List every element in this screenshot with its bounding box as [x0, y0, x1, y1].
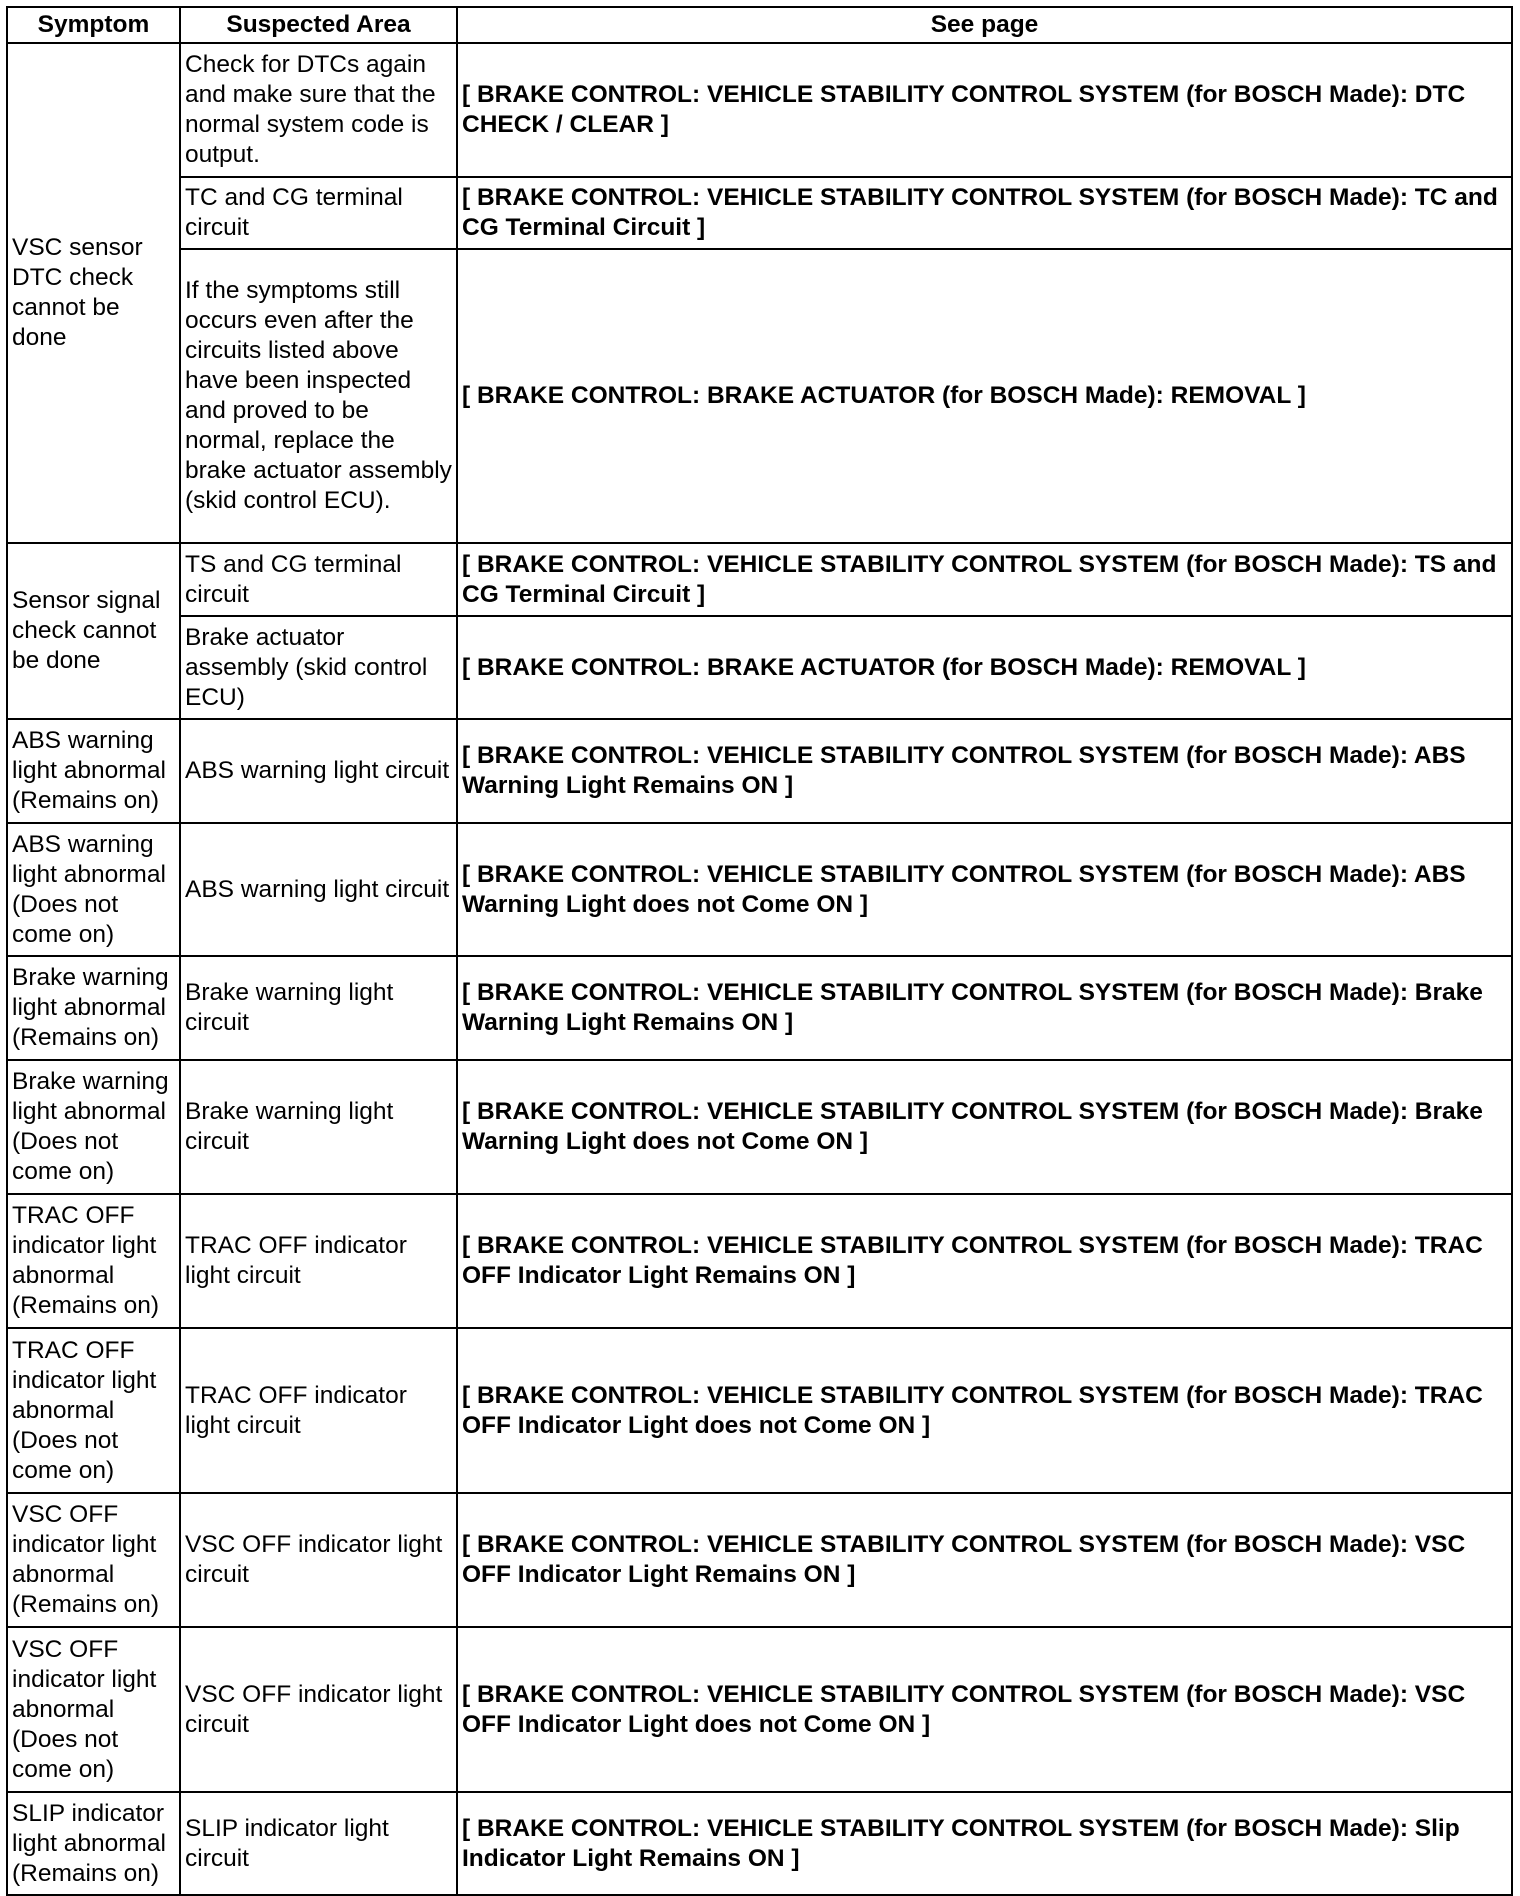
see-page-link[interactable]: [ BRAKE CONTROL: VEHICLE STABILITY CONTROL SYSTEM (for BOSCH Made): Slip Indicator Light Remains ON ] — [457, 1792, 1512, 1895]
symptom-cell: Brake warning light abnormal (Remains on) — [7, 956, 180, 1060]
suspected-area-cell: Brake warning light circuit — [180, 956, 457, 1060]
table-row — [7, 1493, 1512, 1627]
header-row — [7, 7, 1512, 43]
table-row — [7, 1194, 1512, 1328]
table-row — [7, 543, 1512, 616]
symptom-cell: TRAC OFF indicator light abnormal (Remains on) — [7, 1194, 180, 1328]
symptom-cell: TRAC OFF indicator light abnormal (Does not come on) — [7, 1328, 180, 1493]
see-page-link[interactable]: [ BRAKE CONTROL: VEHICLE STABILITY CONTROL SYSTEM (for BOSCH Made): VSC OFF Indicator Light Remains ON ] — [457, 1493, 1512, 1627]
see-page-link[interactable]: [ BRAKE CONTROL: VEHICLE STABILITY CONTROL SYSTEM (for BOSCH Made): VSC OFF Indicator Light does not Come ON ] — [457, 1627, 1512, 1792]
suspected-area-cell: SLIP indicator light circuit — [180, 1792, 457, 1895]
table-row — [7, 616, 1512, 719]
suspected-area-cell: ABS warning light circuit — [180, 823, 457, 956]
table-row — [7, 249, 1512, 543]
see-page-link[interactable]: [ BRAKE CONTROL: BRAKE ACTUATOR (for BOSCH Made): REMOVAL ] — [457, 249, 1512, 543]
table-row — [7, 1792, 1512, 1895]
see-page-link[interactable]: [ BRAKE CONTROL: VEHICLE STABILITY CONTROL SYSTEM (for BOSCH Made): ABS Warning Light does not Come ON ] — [457, 823, 1512, 956]
table-row — [7, 823, 1512, 956]
suspected-area-cell: TS and CG terminal circuit — [180, 543, 457, 616]
symptom-cell: Sensor signal check cannot be done — [7, 543, 180, 719]
header-suspected-area: Suspected Area — [180, 7, 457, 43]
suspected-area-cell: TRAC OFF indicator light circuit — [180, 1194, 457, 1328]
see-page-link[interactable]: [ BRAKE CONTROL: VEHICLE STABILITY CONTROL SYSTEM (for BOSCH Made): TC and CG Terminal Circuit ] — [457, 177, 1512, 249]
table-row — [7, 43, 1512, 177]
suspected-area-cell: Brake warning light circuit — [180, 1060, 457, 1194]
table-row — [7, 1060, 1512, 1194]
suspected-area-cell: VSC OFF indicator light circuit — [180, 1493, 457, 1627]
see-page-link[interactable]: [ BRAKE CONTROL: BRAKE ACTUATOR (for BOSCH Made): REMOVAL ] — [457, 616, 1512, 719]
table-row — [7, 177, 1512, 249]
see-page-link[interactable]: [ BRAKE CONTROL: VEHICLE STABILITY CONTROL SYSTEM (for BOSCH Made): Brake Warning Light does not Come ON ] — [457, 1060, 1512, 1194]
symptom-cell: VSC OFF indicator light abnormal (Does not come on) — [7, 1627, 180, 1792]
table-row — [7, 956, 1512, 1060]
suspected-area-cell: Brake actuator assembly (skid control ECU) — [180, 616, 457, 719]
see-page-link[interactable]: [ BRAKE CONTROL: VEHICLE STABILITY CONTROL SYSTEM (for BOSCH Made): DTC CHECK / CLEAR ] — [457, 43, 1512, 177]
table-row — [7, 719, 1512, 823]
symptom-cell: VSC sensor DTC check cannot be done — [7, 43, 180, 543]
table-row — [7, 1328, 1512, 1493]
see-page-link[interactable]: [ BRAKE CONTROL: VEHICLE STABILITY CONTROL SYSTEM (for BOSCH Made): Brake Warning Light Remains ON ] — [457, 956, 1512, 1060]
see-page-link[interactable]: [ BRAKE CONTROL: VEHICLE STABILITY CONTROL SYSTEM (for BOSCH Made): TS and CG Terminal Circuit ] — [457, 543, 1512, 616]
see-page-link[interactable]: [ BRAKE CONTROL: VEHICLE STABILITY CONTROL SYSTEM (for BOSCH Made): TRAC OFF Indicator Light Remains ON ] — [457, 1194, 1512, 1328]
suspected-area-cell: If the symptoms still occurs even after the circuits listed above have been inspected and proved to be normal, replace the brake actuator assembly (skid control ECU). — [180, 249, 457, 543]
symptom-table — [6, 6, 1513, 1896]
symptom-cell: VSC OFF indicator light abnormal (Remains on) — [7, 1493, 180, 1627]
symptom-cell: ABS warning light abnormal (Does not come on) — [7, 823, 180, 956]
header-see-page: See page — [457, 7, 1512, 43]
symptom-cell: ABS warning light abnormal (Remains on) — [7, 719, 180, 823]
header-symptom: Symptom — [7, 7, 180, 43]
suspected-area-cell: VSC OFF indicator light circuit — [180, 1627, 457, 1792]
suspected-area-cell: Check for DTCs again and make sure that the normal system code is output. — [180, 43, 457, 177]
suspected-area-cell: TRAC OFF indicator light circuit — [180, 1328, 457, 1493]
suspected-area-cell: ABS warning light circuit — [180, 719, 457, 823]
symptom-cell: SLIP indicator light abnormal (Remains on) — [7, 1792, 180, 1895]
suspected-area-cell: TC and CG terminal circuit — [180, 177, 457, 249]
table-row — [7, 1627, 1512, 1792]
symptom-cell: Brake warning light abnormal (Does not come on) — [7, 1060, 180, 1194]
see-page-link[interactable]: [ BRAKE CONTROL: VEHICLE STABILITY CONTROL SYSTEM (for BOSCH Made): ABS Warning Light Remains ON ] — [457, 719, 1512, 823]
see-page-link[interactable]: [ BRAKE CONTROL: VEHICLE STABILITY CONTROL SYSTEM (for BOSCH Made): TRAC OFF Indicator Light does not Come ON ] — [457, 1328, 1512, 1493]
